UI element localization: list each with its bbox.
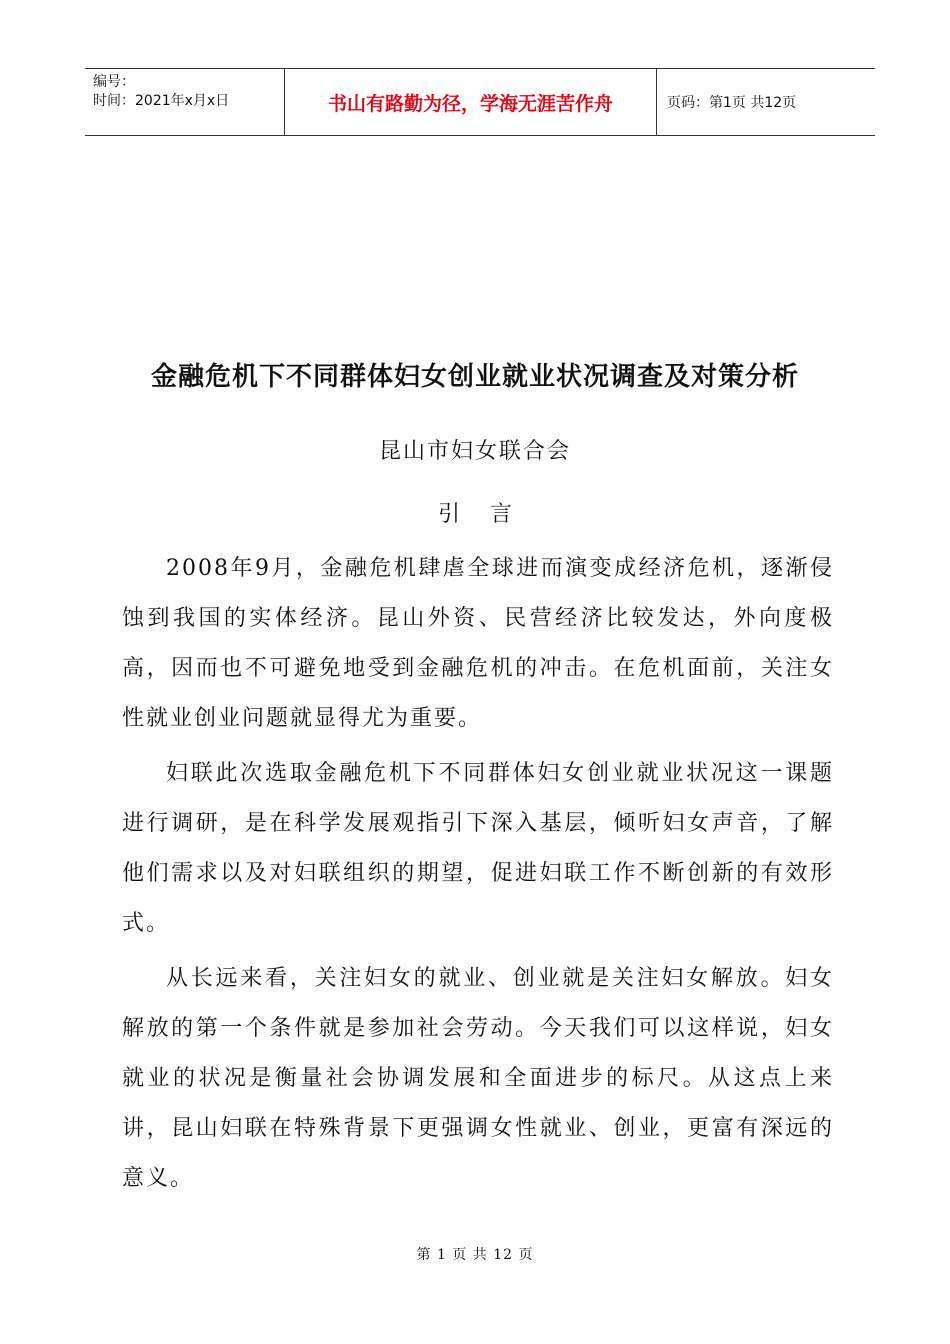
document-time-label: 时间：2021年x月x日 [93, 93, 230, 109]
document-number-label: 编号： [93, 74, 135, 90]
document-author: 昆山市妇女联合会 [378, 439, 571, 464]
header-meta-cell [85, 69, 285, 135]
body-paragraph-2: 妇联此次选取金融危机下不同群体妇女创业就业状况这一课题进行调研，是在科学发展观指引下深入基层，倾听妇女声音，了解他们需求以及对妇联组织的期望，促进妇联工作不断创新的有效形式。 [122, 761, 834, 936]
body-paragraph-1: 2008年9月，金融危机肆虐全球进而演变成经济危机，逐渐侵蚀到我国的实体经济。昆山外资、民营经济比较发达，外向度极高，因而也不可避免地受到金融危机的冲击。在危机面前，关注女性就业创业问题就显得尤为重要。 [122, 556, 834, 731]
document-body [122, 544, 834, 1209]
body-paragraph-3: 从长远来看，关注妇女的就业、创业就是关注妇女解放。妇女解放的第一个条件就是参加社会劳动。今天我们可以这样说，妇女就业的状况是衡量社会协调发展和全面进步的标尺。从这点上来讲，昆山妇联在特殊背景下更强调女性就业、创业，更富有深远的意义。 [122, 966, 834, 1191]
document-header [85, 68, 875, 136]
header-page-info: 页码：第1页 共12页 [667, 95, 797, 111]
section-heading: 引言 [437, 502, 542, 527]
document-title: 金融危机下不同群体妇女创业就业状况调查及对策分析 [150, 362, 799, 392]
page-footer: 第 1 页 共 12 页 [416, 1247, 534, 1263]
header-motto: 书山有路勤为径，学海无涯苦作舟 [285, 69, 657, 135]
